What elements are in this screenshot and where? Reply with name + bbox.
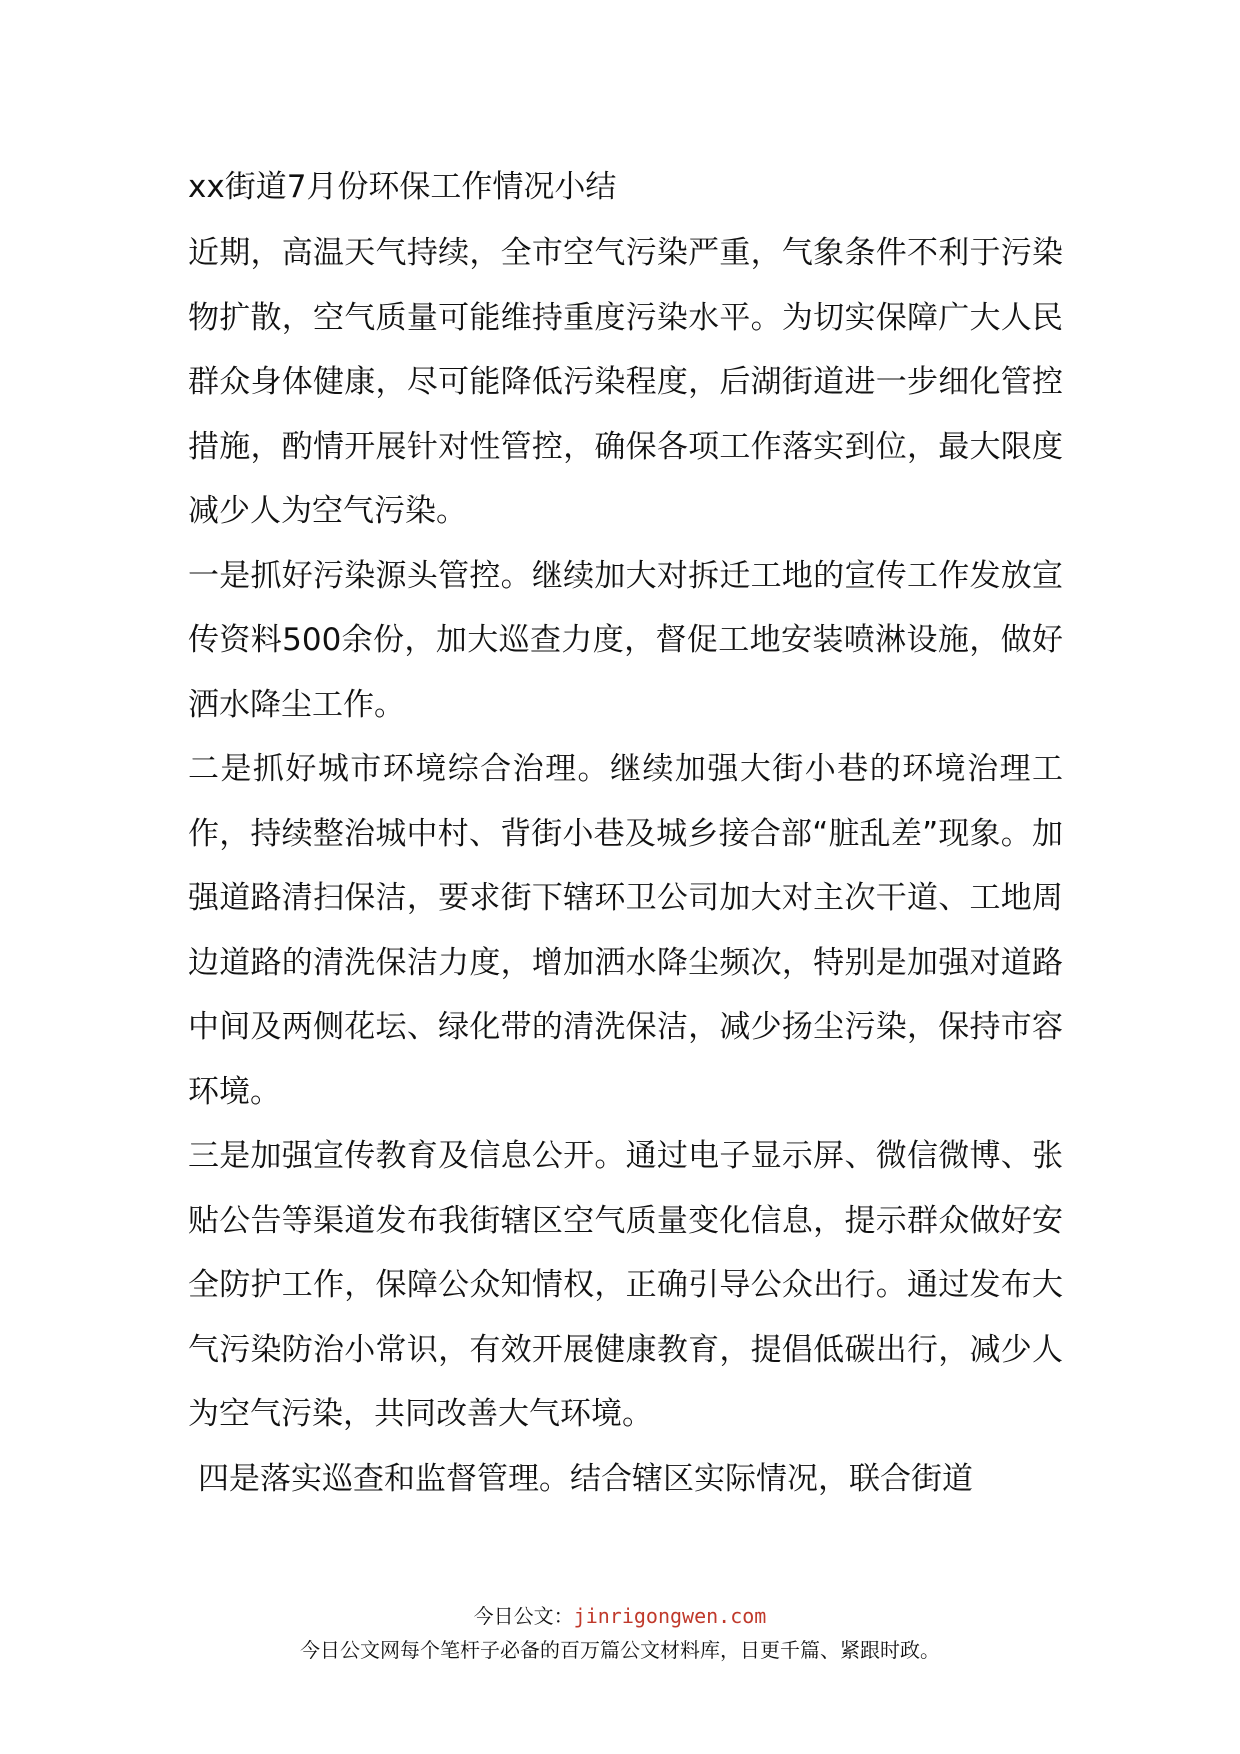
footer-label: 今日公文： [473, 1604, 574, 1628]
paragraph-point-3: 三是加强宣传教育及信息公开。通过电子显示屏、微信微博、张贴公告等渠道发布我街辖区空气质量变化信息，提示群众做好安全防护工作，保障公众知情权，正确引导公众出行。通过发布大气污染防治小常识，有效开展健康教育，提倡低碳出行，减少人为空气污染，共同改善大气环境。 [188, 1138, 1063, 1432]
document-title: xx街道7月份环保工作情况小结 [188, 169, 617, 205]
page-footer [0, 1600, 1240, 1666]
footer-tagline: 今日公文网每个笔杆子必备的百万篇公文材料库，日更千篇、紧跟时政。 [300, 1638, 940, 1662]
paragraph-point-2: 二是抓好城市环境综合治理。继续加强大街小巷的环境治理工作，持续整治城中村、背街小巷及城乡接合部“脏乱差”现象。加强道路清扫保洁，要求街下辖环卫公司加大对主次干道、工地周边道路的清洗保洁力度，增加洒水降尘频次，特别是加强对道路中间及两侧花坛、绿化带的清洗保洁，减少扬尘污染，保持市容环境。 [188, 751, 1063, 1110]
paragraph-intro: 近期，高温天气持续，全市空气污染严重，气象条件不利于污染物扩散，空气质量可能维持重度污染水平。为切实保障广大人民群众身体健康，尽可能降低污染程度，后湖街道进一步细化管控措施，酌情开展针对性管控，确保各项工作落实到位，最大限度减少人为空气污染。 [188, 235, 1063, 529]
paragraph-point-4: 四是落实巡查和监督管理。结合辖区实际情况，联合街道 [198, 1460, 973, 1497]
paragraph-point-1: 一是抓好污染源头管控。继续加大对拆迁工地的宣传工作发放宣传资料500余份，加大巡查力度，督促工地安装喷淋设施，做好洒水降尘工作。 [188, 557, 1063, 723]
footer-source-line [0, 1600, 1240, 1632]
footer-url-link[interactable]: jinrigongwen.com [573, 1604, 767, 1628]
document-body [188, 160, 1063, 1511]
